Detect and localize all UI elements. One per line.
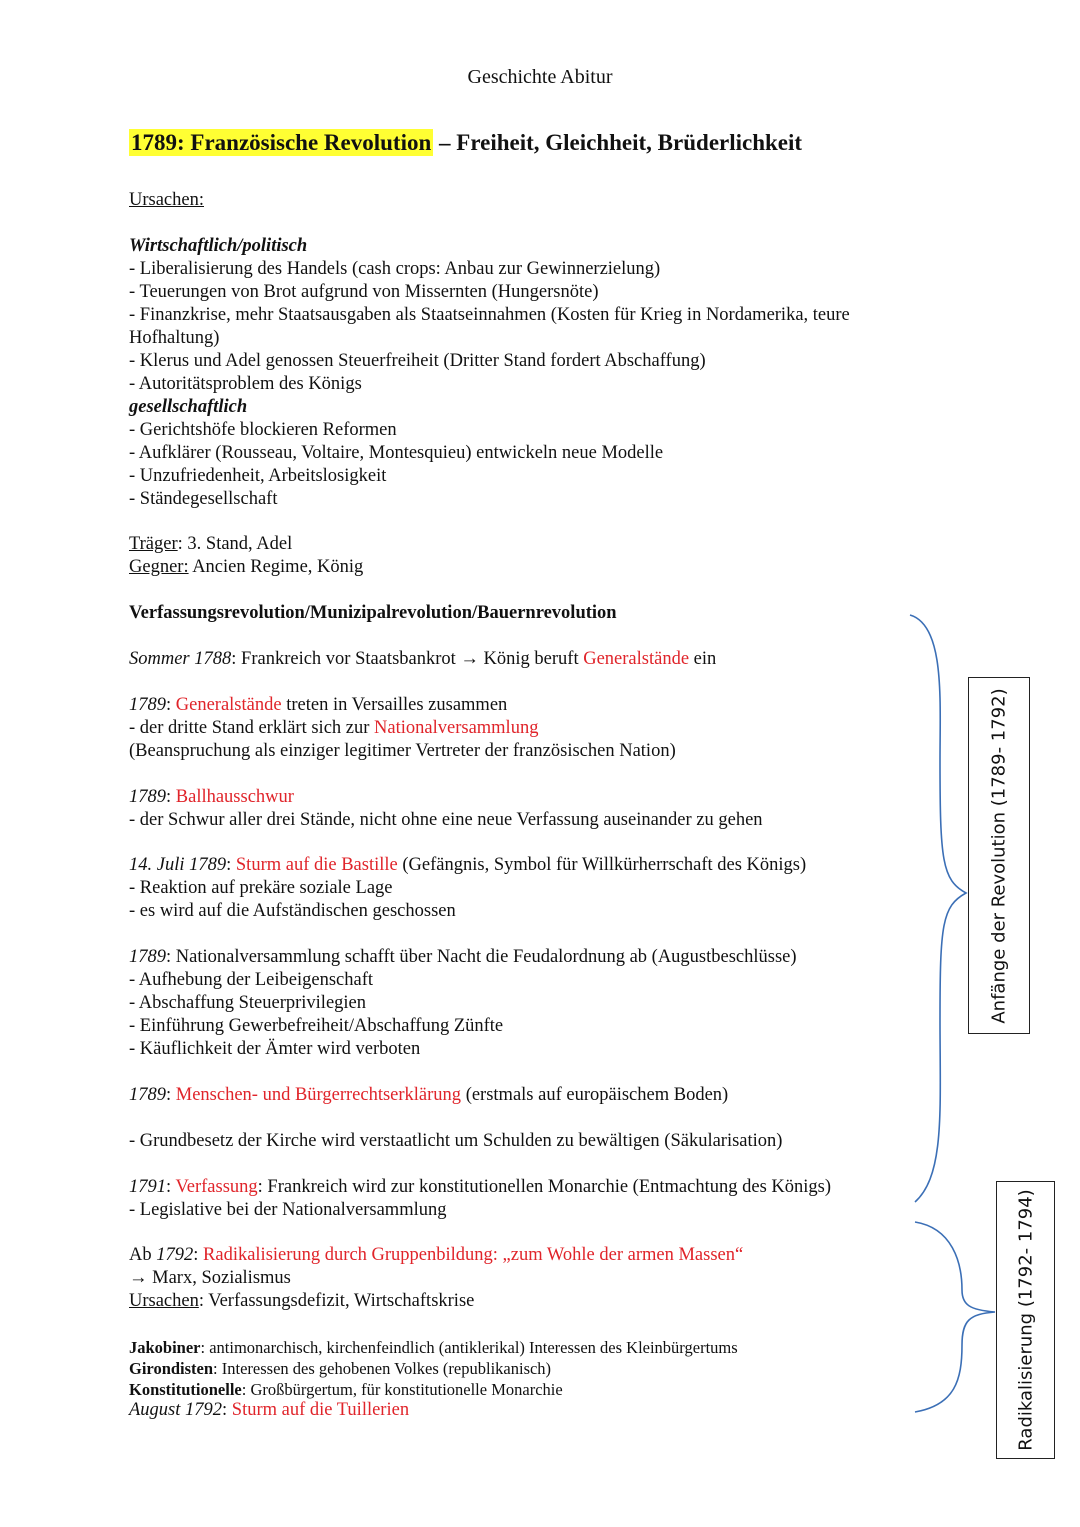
event-date: Sommer 1788 [129,649,232,669]
title-highlight: 1789: Französische Revolution [131,130,432,155]
side-label-text: Anfänge der Revolution (1789- 1792) [988,687,1010,1024]
group-text: : antimonarchisch, kirchenfeindlich (antiklerikal) Interessen des Kleinbürgertums [200,1338,738,1357]
page-title [129,130,802,156]
event-text: : [166,1085,176,1105]
list-item: Hofhaltung) [129,328,220,348]
event-1788 [129,648,716,671]
event-text: : [193,1245,204,1265]
ursachen-heading: Ursachen: [129,190,204,210]
event-text: : Nationalversammlung schafft über Nacht die Feudalordnung ab (Augustbeschlüsse) [166,947,797,967]
brace-anfaenge [910,615,966,1202]
arrow-icon: → [129,1268,148,1288]
side-label-text: Radikalisierung (1792- 1794) [1015,1189,1036,1451]
event-verfassung [129,1176,831,1199]
event-detail: - der Schwur aller drei Stände, nicht ohne eine neue Verfassung auseinander zu gehen [129,810,763,830]
gegner-value: Ancien Regime, König [188,557,364,577]
group-label: Jakobiner [129,1338,201,1357]
traeger-line [129,533,292,556]
traeger-label: Träger [129,534,178,554]
event-detail: (Beanspruchung als einziger legitimer Vertreter der französischen Nation) [129,741,676,761]
event-date: 1789 [129,695,166,715]
list-item: - Aufklärer (Rousseau, Voltaire, Montesquieu) entwickeln neue Modelle [129,443,664,463]
event-text: treten in Versailles zusammen [281,695,508,715]
event-augustbeschluesse [129,946,797,969]
event-date: 1792 [156,1245,194,1265]
group-konstitutionelle [129,1378,563,1401]
event-menschenrechte [129,1084,728,1107]
group-label: Girondisten [129,1359,214,1378]
event-text: (Gefängnis, Symbol für Willkürherrschaft des Königs) [397,855,807,875]
gegner-label: Gegner: [129,557,189,577]
list-item: - Einführung Gewerbefreiheit/Abschaffung Zünfte [129,1016,504,1036]
list-item: - Ständegesellschaft [129,489,278,509]
event-detail: - Reaktion auf prekäre soziale Lage [129,878,393,898]
traeger-value: : 3. Stand, Adel [177,534,293,554]
event-text: : [166,1177,176,1197]
event-key-term: Generalstände [175,695,282,715]
event-text: (erstmals auf europäischem Boden) [461,1085,729,1105]
event-text: : Frankreich vor Staatsbankrot [231,649,461,669]
group-jakobiner [129,1336,738,1359]
event-key-term: Sturm auf die Tuillerien [231,1400,410,1420]
list-item: - Käuflichkeit der Ämter wird verboten [129,1039,421,1059]
list-item: - Gerichtshöfe blockieren Reformen [129,420,397,440]
event-text: : [166,787,176,807]
event-text: ein [689,649,717,669]
event-date: 1789 [129,1085,166,1105]
revolution-heading: Verfassungsrevolution/Munizipalrevolution/Bauernrevolution [129,603,617,623]
event-key-term: Generalstände [583,649,690,669]
event-key-term: Nationalversammlung [374,718,539,738]
event-date: 14. Juli 1789 [129,855,227,875]
event-detail: - es wird auf die Aufständischen geschossen [129,901,456,921]
event-text: König beruft [478,649,584,669]
brace-radikal [915,1222,995,1412]
event-text: : [222,1400,232,1420]
list-item: - Teuerungen von Brot aufgrund von Missernten (Hungersnöte) [129,282,599,302]
side-label-radikal [996,1181,1055,1459]
event-detail [129,717,538,740]
event-key-term: Radikalisierung durch Gruppenbildung: „zum Wohle der armen Massen“ [203,1245,744,1265]
event-date: 1789 [129,947,166,967]
event-text: : Frankreich wird zur konstitutionellen Monarchie (Entmachtung des Königs) [257,1177,832,1197]
list-item: - Finanzkrise, mehr Staatsausgaben als Staatseinnahmen (Kosten für Krieg in Nordamerika, teure [129,305,850,325]
side-label-anfaenge [968,677,1030,1034]
page-header: Geschichte Abitur [467,66,613,88]
group-girondisten [129,1357,551,1380]
event-date: August 1792 [129,1400,223,1420]
list-item: - Autoritätsproblem des Königs [129,374,362,394]
event-text: Ab [129,1245,157,1265]
event-text: : Verfassungsdefizit, Wirtschaftskrise [198,1291,475,1311]
title-rest: – Freiheit, Gleichheit, Brüderlichkeit [433,130,803,155]
list-item: - Liberalisierung des Handels (cash crops: Anbau zur Gewinnerzielung) [129,259,661,279]
event-key-term: Sturm auf die Bastille [235,855,398,875]
event-tuillerien [129,1399,409,1422]
list-item: - Abschaffung Steuerprivilegien [129,993,367,1013]
ursachen-label: Ursachen [129,1291,199,1311]
list-item: - Klerus und Adel genossen Steuerfreiheit (Dritter Stand fordert Abschaffung) [129,351,706,371]
group-label: Konstitutionelle [129,1380,242,1399]
event-key-term: Ballhausschwur [175,787,294,807]
gesellschaftlich-heading: gesellschaftlich [129,397,248,417]
wirtschaftlich-heading: Wirtschaftlich/politisch [129,236,308,256]
event-key-term: Verfassung [175,1177,258,1197]
group-text: : Interessen des gehobenen Volkes (republikanisch) [213,1359,552,1378]
event-text: - der dritte Stand erklärt sich zur [129,718,375,738]
event-text: : [166,695,176,715]
event-saekularisation: - Grundbesetz der Kirche wird verstaatlicht um Schulden zu bewältigen (Säkularisation) [129,1131,783,1151]
group-text: : Großbürgertum, für konstitutionelle Monarchie [241,1380,563,1399]
event-bastille [129,854,806,877]
event-detail [129,1267,291,1290]
event-date: 1789 [129,787,166,807]
event-ballhausschwur [129,786,294,809]
event-text: : [226,855,236,875]
list-item: - Unzufriedenheit, Arbeitslosigkeit [129,466,387,486]
gegner-line [129,556,363,579]
event-date: 1791 [129,1177,166,1197]
event-generalstaende [129,694,507,717]
event-radikalisierung [129,1244,743,1267]
event-detail [129,1290,474,1313]
arrow-icon: → [460,649,479,669]
list-item: - Aufhebung der Leibeigenschaft [129,970,374,990]
event-text: Marx, Sozialismus [147,1268,291,1288]
event-detail: - Legislative bei der Nationalversammlung [129,1200,447,1220]
event-key-term: Menschen- und Bürgerrechtserklärung [175,1085,462,1105]
